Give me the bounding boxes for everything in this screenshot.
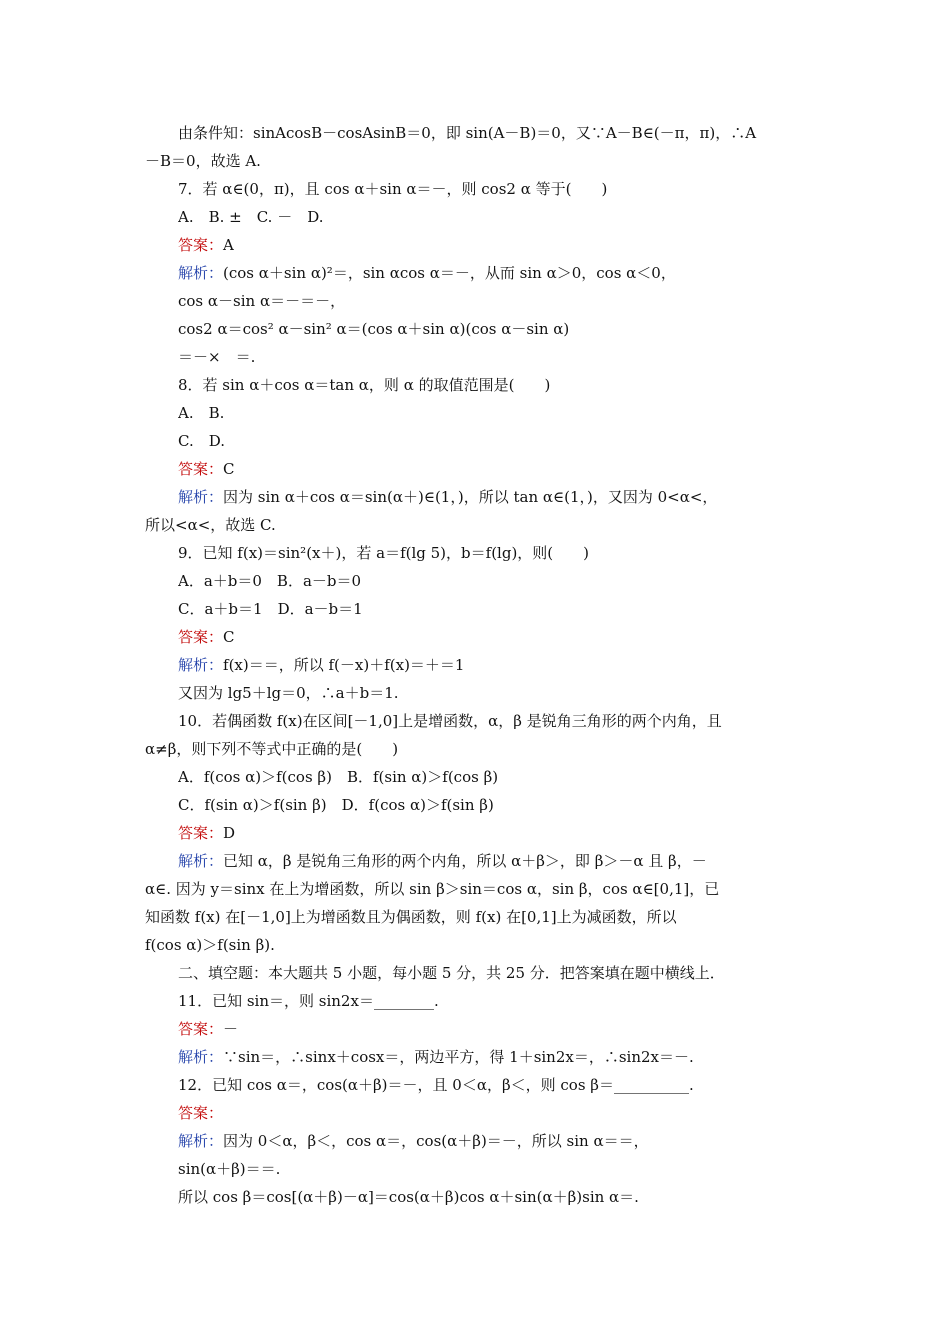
line-text: 又因为 lg5＋lg＝0，∴a＋b＝1. (178, 684, 399, 702)
text-line (145, 906, 815, 928)
line-text: 12．已知 cos α＝，cos(α＋β)＝－，且 0＜α，β＜，则 cos β＝__________. (178, 1076, 694, 1094)
section-heading (178, 962, 815, 984)
question-8-options (178, 430, 815, 452)
line-text: 二、填空题：本大题共 5 小题，每小题 5 分，共 25 分．把答案填在题中横线上． (178, 964, 725, 982)
explanation-line (178, 654, 815, 676)
answer-value: D (223, 824, 236, 842)
explanation-text: 因为 sin α＋cos α＝sin(α＋)∈(1，)，所以 tan α∈(1，)，又因为 0<α<， (223, 488, 718, 506)
explanation-text: f(x)＝＝，所以 f(－x)＋f(x)＝＋＝1 (223, 656, 465, 674)
text-line (145, 934, 815, 956)
explanation-label: 解析： (178, 264, 224, 282)
answer-label: 答案： (178, 1020, 224, 1038)
text-line (145, 878, 815, 900)
answer-value: － (223, 1020, 239, 1038)
text-line (145, 150, 815, 172)
question-8-stem (178, 374, 815, 396)
line-text: C．f(sin α)＞f(sin β) D．f(cos α)＞f(sin β) (178, 796, 494, 814)
explanation-line (178, 1046, 815, 1068)
question-9-stem (178, 542, 815, 564)
answer-label: 答案： (178, 628, 224, 646)
line-text: 9．已知 f(x)＝sin²(x＋)，若 a＝f(lg 5)，b＝f(lg)，则( ) (178, 544, 590, 562)
text-line (145, 514, 815, 536)
line-text: α∈. 因为 y＝sinx 在上为增函数，所以 sin β＞sin＝cos α，sin β，cos α∈[0,1]，已 (145, 880, 720, 898)
explanation-text: (cos α＋sin α)²＝，sin αcos α＝－，从而 sin α＞0，cos α＜0， (223, 264, 676, 282)
text-line (178, 682, 815, 704)
line-text: A．a＋b＝0 B．a－b＝0 (178, 572, 362, 590)
question-9-options (178, 570, 815, 592)
question-11-stem (178, 990, 815, 1012)
question-9-options (178, 598, 815, 620)
line-text: A. B. (178, 404, 225, 422)
explanation-label: 解析： (178, 1048, 224, 1066)
explanation-label: 解析： (178, 488, 224, 506)
answer-value: C (223, 628, 235, 646)
line-text: C. D. (178, 432, 225, 450)
explanation-text: ∵sin＝，∴sinx＋cosx＝，两边平方，得 1＋sin2x＝，∴sin2x＝－. (223, 1048, 694, 1066)
explanation-text: 因为 0＜α，β＜，cos α＝，cos(α＋β)＝－，所以 sin α＝＝， (223, 1132, 649, 1150)
text-line (178, 290, 815, 312)
answer-label: 答案： (178, 460, 224, 478)
line-text: cos α－sin α＝－＝－， (178, 292, 346, 310)
text-line (178, 122, 815, 144)
line-text: 11．已知 sin＝，则 sin2x＝________. (178, 992, 439, 1010)
explanation-line (178, 1130, 815, 1152)
line-text: f(cos α)＞f(sin β). (145, 936, 275, 954)
line-text: α≠β，则下列不等式中正确的是( ) (145, 740, 399, 758)
answer-label: 答案： (178, 824, 224, 842)
explanation-line (178, 262, 815, 284)
explanation-label: 解析： (178, 656, 224, 674)
line-text: －B＝0，故选 A. (145, 152, 261, 170)
line-text: A. B. ± C. － D. (178, 208, 324, 226)
line-text: 由条件知：sinAcosB－cosAsinB＝0，即 sin(A－B)＝0，又∵A－B∈(－π，π)，∴A (178, 124, 757, 142)
line-text: ＝－× ＝. (178, 348, 256, 366)
question-8-options (178, 402, 815, 424)
line-text: cos2 α＝cos² α－sin² α＝(cos α＋sin α)(cos α－sin α) (178, 320, 570, 338)
answer-value: C (223, 460, 235, 478)
explanation-text: 已知 α，β 是锐角三角形的两个内角，所以 α＋β＞，即 β＞－α 且 β，－ (223, 852, 707, 870)
question-7-options (178, 206, 815, 228)
explanation-label: 解析： (178, 1132, 224, 1150)
explanation-line (178, 486, 815, 508)
question-10-stem (178, 710, 815, 732)
answer-line (178, 1018, 815, 1040)
text-line (178, 1186, 815, 1208)
answer-line (178, 1102, 815, 1124)
line-text: 7．若 α∈(0，π)，且 cos α＋sin α＝－，则 cos2 α 等于( ) (178, 180, 608, 198)
explanation-line (178, 850, 815, 872)
answer-line (178, 626, 815, 648)
question-7-stem (178, 178, 815, 200)
answer-line (178, 458, 815, 480)
line-text: 10．若偶函数 f(x)在区间[－1,0]上是增函数，α，β 是锐角三角形的两个内角，且 (178, 712, 722, 730)
line-text: 8．若 sin α＋cos α＝tan α，则 α 的取值范围是( ) (178, 376, 551, 394)
text-line (178, 346, 815, 368)
question-12-stem (178, 1074, 815, 1096)
text-line (178, 1158, 815, 1180)
answer-line (178, 234, 815, 256)
text-line (178, 318, 815, 340)
line-text: A．f(cos α)＞f(cos β) B．f(sin α)＞f(cos β) (178, 768, 499, 786)
line-text: 知函数 f(x) 在[－1,0]上为增函数且为偶函数，则 f(x) 在[0,1]上为减函数，所以 (145, 908, 677, 926)
answer-label: 答案： (178, 1104, 224, 1122)
question-10-options (178, 766, 815, 788)
answer-line (178, 822, 815, 844)
line-text: 所以<α<，故选 C. (145, 516, 276, 534)
explanation-label: 解析： (178, 852, 224, 870)
answer-value: A (223, 236, 234, 254)
line-text: 所以 cos β＝cos[(α＋β)－α]＝cos(α＋β)cos α＋sin(α＋β)sin α＝. (178, 1188, 639, 1206)
line-text: sin(α＋β)＝＝. (178, 1160, 281, 1178)
line-text: C．a＋b＝1 D．a－b＝1 (178, 600, 363, 618)
question-10-options (178, 794, 815, 816)
text-line (145, 738, 815, 760)
answer-label: 答案： (178, 236, 224, 254)
